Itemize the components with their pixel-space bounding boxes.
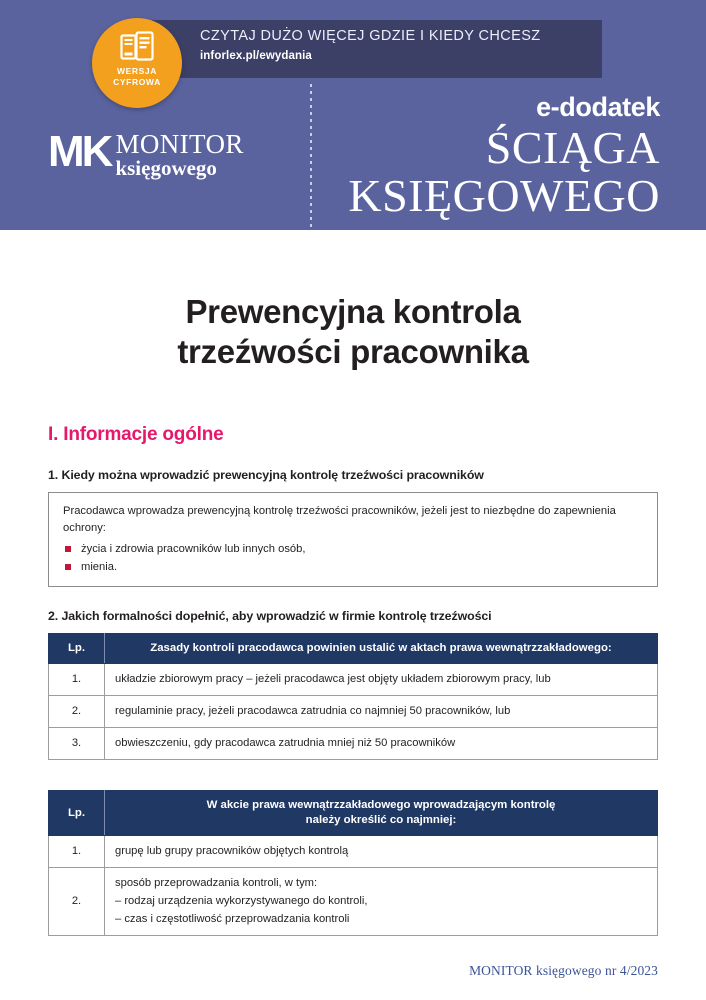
row-text: sposób przeprowadzania kontroli, w tym: [115,877,318,889]
section-heading: I. Informacje ogólne [48,424,224,445]
requirements-table-body [49,836,658,936]
row-number: 2. [49,696,105,728]
row-number: 2. [49,868,105,936]
mk-monogram: MK [48,127,111,176]
callout-intro-text: Pracodawca wprowadza prewencyjną kontrolę trzeźwości pracowników, jeżeli jest to niezbędne do zapewnienia ochrony: [63,505,616,534]
column-header-line-2: należy określić co najmniej: [305,814,457,826]
rules-table-head [49,634,658,664]
row-number: 1. [49,836,105,868]
brand-line-1: ŚCIĄGA [485,122,660,173]
row-text: obwieszczeniu, gdy pracodawca zatrudnia mniej niż 50 pracowników [105,728,658,760]
row-sub-list [115,892,647,928]
row-text: regulaminie pracy, jeżeli pracodawca zatrudnia co najmniej 50 pracowników, lub [105,696,658,728]
masthead-banner [0,0,706,230]
column-header-rules: Zasady kontroli pracodawca powinien ustalić w aktach prawa wewnątrzzakładowego: [105,634,658,664]
rules-table [48,633,658,760]
promo-headline: CZYTAJ DUŻO WIĘCEJ GDZIE I KIEDY CHCESZ [200,28,541,44]
digital-badge-line2: CYFROWA [113,77,161,87]
table-row [49,868,658,936]
table-header-row [49,791,658,836]
subheading-2: 2. Jakich formalności dopełnić, aby wprowadzić w firmie kontrolę trzeźwości [48,609,492,623]
table-row [49,664,658,696]
subheading-1: 1. Kiedy można wprowadzić prewencyjną kontrolę trzeźwości pracowników [48,468,484,482]
page-title-line-2: trzeźwości pracownika [177,333,529,370]
column-header-line-1: W akcie prawa wewnątrzzakładowego wprowadzającym kontrolę [206,799,556,811]
column-header-requirements [105,791,658,836]
footer-issue-label: MONITOR księgowego nr 4/2023 [469,963,658,978]
mk-logo [48,127,244,180]
masthead-dotted-divider [310,84,312,228]
mk-wordmark [115,130,243,179]
page-title [48,230,658,372]
row-text: grupę lub grupy pracowników objętych kontrolą [105,836,658,868]
column-header-lp: Lp. [49,634,105,664]
requirements-table-head [49,791,658,836]
list-item: – czas i częstotliwość przeprowadzania kontroli [115,913,350,925]
table-spacer [48,760,658,782]
mk-monitor-text: MONITOR [115,129,244,159]
row-number: 1. [49,664,105,696]
digital-badge-label [92,66,182,88]
digital-badge-line1: WERSJA [117,66,157,76]
table-row [49,728,658,760]
publication-brand-title [348,124,660,220]
promo-url: inforlex.pl/ewydania [200,50,312,62]
info-callout-box [48,492,658,587]
digital-version-badge [92,18,182,108]
list-item: mienia. [63,558,645,576]
promo-strip [152,20,602,78]
row-number: 3. [49,728,105,760]
list-item: życia i zdrowia pracowników lub innych osób, [63,540,645,558]
document-content [0,230,706,936]
table-row [49,696,658,728]
rules-table-body [49,664,658,760]
brand-line-2: KSIĘGOWEGO [348,170,660,221]
requirements-table [48,790,658,936]
edodatek-label: e-dodatek [536,92,660,122]
page-footer [0,962,706,980]
table-row [49,836,658,868]
list-item: – rodzaj urządzenia wykorzystywanego do kontroli, [115,895,368,907]
mk-ksiegowego-text: księgowego [115,156,217,180]
page-title-line-1: Prewencyjna kontrola [185,293,521,330]
row-text: układzie zbiorowym pracy – jeżeli pracodawca jest objęty układem zbiorowym pracy, lub [105,664,658,696]
column-header-lp: Lp. [49,791,105,836]
row-content [105,868,658,936]
table-header-row [49,634,658,664]
tablet-phone-icon [120,31,154,68]
callout-bullet-list [63,540,645,576]
